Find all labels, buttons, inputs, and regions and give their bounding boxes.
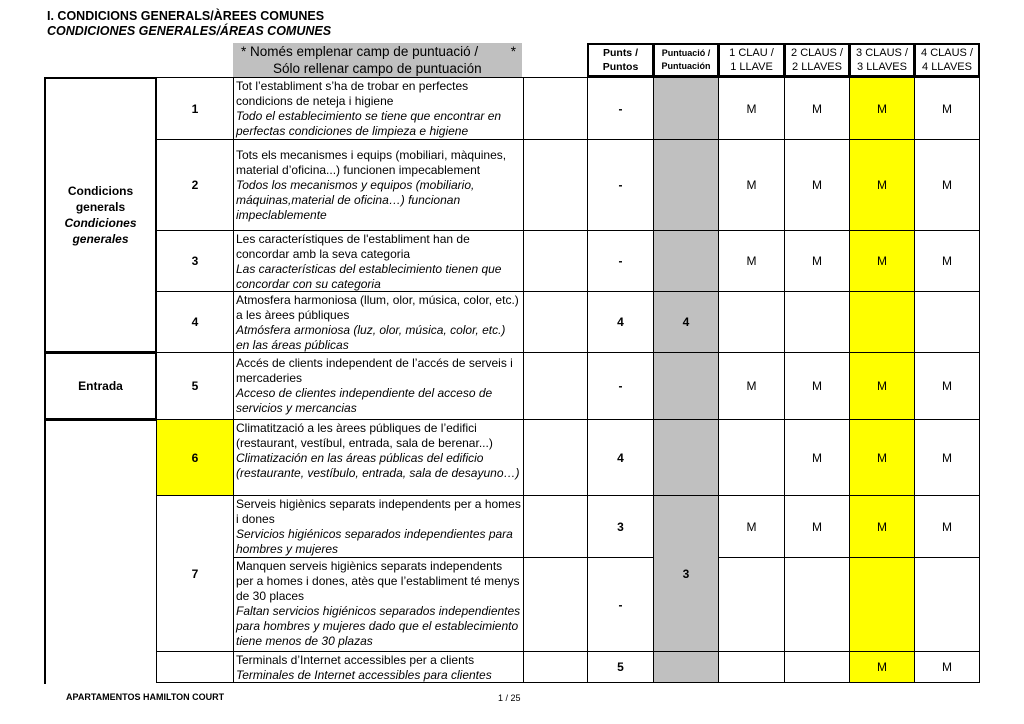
key1-header-line2: 1 LLAVE	[730, 61, 773, 73]
key2-cell	[784, 291, 850, 353]
score-input[interactable]: 3	[653, 495, 719, 652]
key2-cell	[784, 651, 850, 683]
key1-column-header	[718, 43, 785, 77]
key2-cell: M	[784, 495, 850, 558]
blank-cell	[523, 557, 588, 652]
key3-header-line2: 3 LLAVES	[857, 61, 907, 73]
key4-cell: M	[914, 419, 980, 496]
score-input[interactable]: 4	[653, 291, 719, 353]
description-catalan: Tot l’establiment s’ha de trobar en perfectes condicions de neteja i higiene	[236, 79, 469, 108]
description-catalan: Terminals d’Internet accessibles per a clients	[236, 653, 475, 667]
key4-cell	[914, 291, 980, 353]
score-input[interactable]	[653, 352, 719, 420]
points-cell: 4	[587, 419, 654, 496]
blank-cell	[523, 419, 588, 496]
key3-cell	[849, 557, 915, 652]
key1-cell	[718, 557, 785, 652]
description-spanish: Terminales de Internet accessibles para clientes	[236, 668, 492, 682]
points-cell: 5	[587, 651, 654, 683]
key2-cell	[784, 557, 850, 652]
key1-cell: M	[718, 352, 785, 420]
item-description	[233, 557, 524, 652]
points-column-header	[587, 43, 654, 77]
item-description	[233, 230, 524, 292]
key3-column-header	[849, 43, 915, 77]
key4-header-line2: 4 LLAVES	[922, 61, 972, 73]
item-description	[233, 651, 524, 683]
points-cell: 4	[587, 291, 654, 353]
key3-cell: M	[849, 651, 915, 683]
item-description	[233, 495, 524, 558]
key4-cell: M	[914, 77, 980, 140]
description-spanish: Acceso de clientes independiente del acceso de servicios y mercancias	[236, 386, 493, 415]
score-input[interactable]	[653, 77, 719, 140]
row-number: 7	[156, 495, 234, 652]
points-cell: -	[587, 557, 654, 652]
row-number: 3	[156, 230, 234, 292]
section-title-catalan: I. CONDICIONS GENERALS/ÀREES COMUNES	[47, 9, 325, 23]
key4-header-line1: 4 CLAUS /	[921, 47, 973, 59]
score-column-header	[653, 43, 719, 77]
key3-cell: M	[849, 230, 915, 292]
blank-cell	[523, 230, 588, 292]
key2-cell: M	[784, 139, 850, 231]
description-spanish: Atmósfera armoniosa (luz, olor, música, color, etc.) en las áreas públicas	[236, 323, 506, 352]
key4-cell: M	[914, 230, 980, 292]
score-input[interactable]	[653, 230, 719, 292]
blank-cell	[523, 139, 588, 231]
key1-cell: M	[718, 495, 785, 558]
score-input[interactable]	[653, 419, 719, 496]
key4-cell: M	[914, 651, 980, 683]
description-catalan: Accés de clients independent de l’accés de serveis i mercaderies	[236, 356, 513, 385]
key1-cell	[718, 291, 785, 353]
description-spanish: Climatización en las áreas públicas del edificio (restaurante, vestíbulo, entrada, sala de desayuno…)	[236, 451, 520, 480]
key1-cell: M	[718, 139, 785, 231]
blank-cell	[523, 77, 588, 140]
description-catalan: Tots els mecanismes i equips (mobiliari, màquines, material d’oficina...) funcionen impecablement	[236, 148, 507, 177]
key2-cell: M	[784, 419, 850, 496]
key2-header-line2: 2 LLAVES	[792, 61, 842, 73]
description-spanish: Todo el establecimiento se tiene que encontrar en perfectas condiciones de limpieza e higiene	[236, 109, 502, 138]
blank-cell	[523, 651, 588, 683]
section-title-spanish: CONDICIONES GENERALES/ÁREAS COMUNES	[47, 24, 332, 38]
category-blank	[44, 419, 157, 684]
fill-note-asterisk: *	[510, 44, 516, 59]
key2-cell: M	[784, 77, 850, 140]
key3-header-line1: 3 CLAUS /	[856, 47, 908, 59]
description-catalan: Climatització a les àrees públiques de l’edifici (restaurant, vestíbul, entrada, sala de berenar...)	[236, 421, 493, 450]
key1-cell	[718, 651, 785, 683]
key2-cell: M	[784, 352, 850, 420]
category-entrance	[44, 352, 157, 420]
description-catalan: Les característiques de l'establiment han de concordar amb la seva categoria	[236, 232, 470, 261]
blank-cell	[523, 495, 588, 558]
points-cell: 3	[587, 495, 654, 558]
fill-score-note	[233, 43, 522, 77]
row-number: 5	[156, 352, 234, 420]
key4-column-header	[914, 43, 980, 77]
category-general-es-2: generales	[72, 232, 129, 246]
category-entrance-label: Entrada	[78, 379, 123, 393]
key1-cell: M	[718, 230, 785, 292]
key1-header-line1: 1 CLAU /	[729, 47, 774, 59]
description-catalan: Atmosfera harmoniosa (llum, olor, música, color, etc.) a les àrees públiques	[236, 293, 519, 322]
points-cell: -	[587, 77, 654, 140]
key3-cell: M	[849, 77, 915, 140]
key2-header-line1: 2 CLAUS /	[791, 47, 843, 59]
key4-cell	[914, 557, 980, 652]
row-number: 1	[156, 77, 234, 140]
item-description	[233, 419, 524, 496]
points-header-line1: Punts /	[602, 47, 638, 59]
description-spanish: Las características del establecimiento tienen que concordar con su categoria	[236, 262, 502, 291]
points-header-line2: Puntos	[602, 61, 639, 73]
category-general-ca-2: generals	[75, 200, 126, 214]
category-general-es-1: Condiciones	[64, 216, 137, 230]
item-description	[233, 291, 524, 353]
key3-cell	[849, 291, 915, 353]
description-spanish: Todos los mecanismos y equipos (mobiliario, máquinas,material de oficina…) funcionan impeclablemente	[236, 178, 475, 222]
category-general-conditions	[44, 77, 157, 353]
category-general-ca-1: Condicions	[67, 184, 134, 198]
item-description	[233, 139, 524, 231]
score-input[interactable]	[653, 651, 719, 683]
key3-cell: M	[849, 139, 915, 231]
row-number: 6	[156, 419, 234, 496]
points-cell: -	[587, 352, 654, 420]
description-catalan: Serveis higiènics separats independents per a homes i dones	[236, 497, 521, 526]
key4-cell: M	[914, 352, 980, 420]
item-description	[233, 352, 524, 420]
key3-cell: M	[849, 419, 915, 496]
key4-cell: M	[914, 139, 980, 231]
points-cell: -	[587, 139, 654, 231]
blank-cell	[523, 352, 588, 420]
score-input[interactable]	[653, 139, 719, 231]
description-spanish: Faltan servicios higiénicos separados independientes para hombres y mujeres dado que el establecimiento tiene menos de 30 plazas	[236, 604, 521, 648]
key3-cell: M	[849, 495, 915, 558]
key1-cell: M	[718, 77, 785, 140]
row-number: 2	[156, 139, 234, 231]
key1-cell	[718, 419, 785, 496]
key2-column-header	[784, 43, 850, 77]
fill-note-spanish: Sólo rellenar campo de puntuación	[273, 61, 482, 76]
item-description	[233, 77, 524, 140]
description-spanish: Servicios higiénicos separados independientes para hombres y mujeres	[236, 527, 513, 556]
score-header-line1: Puntuació /	[661, 48, 711, 58]
key3-cell: M	[849, 352, 915, 420]
fill-note-catalan: * Només emplenar camp de puntuació /	[241, 44, 479, 59]
page-number: 1 / 25	[498, 693, 521, 703]
key2-cell: M	[784, 230, 850, 292]
description-catalan: Manquen serveis higiènics separats independents per a homes i dones, atès que l’establiment té menys de 30 places	[236, 559, 520, 603]
key4-cell: M	[914, 495, 980, 558]
score-header-line2: Puntuación	[661, 61, 711, 71]
footer-establishment-name: APARTAMENTOS HAMILTON COURT	[66, 692, 225, 702]
points-cell: -	[587, 230, 654, 292]
blank-cell	[523, 291, 588, 353]
row-number: 4	[156, 291, 234, 353]
row-number	[156, 651, 234, 683]
